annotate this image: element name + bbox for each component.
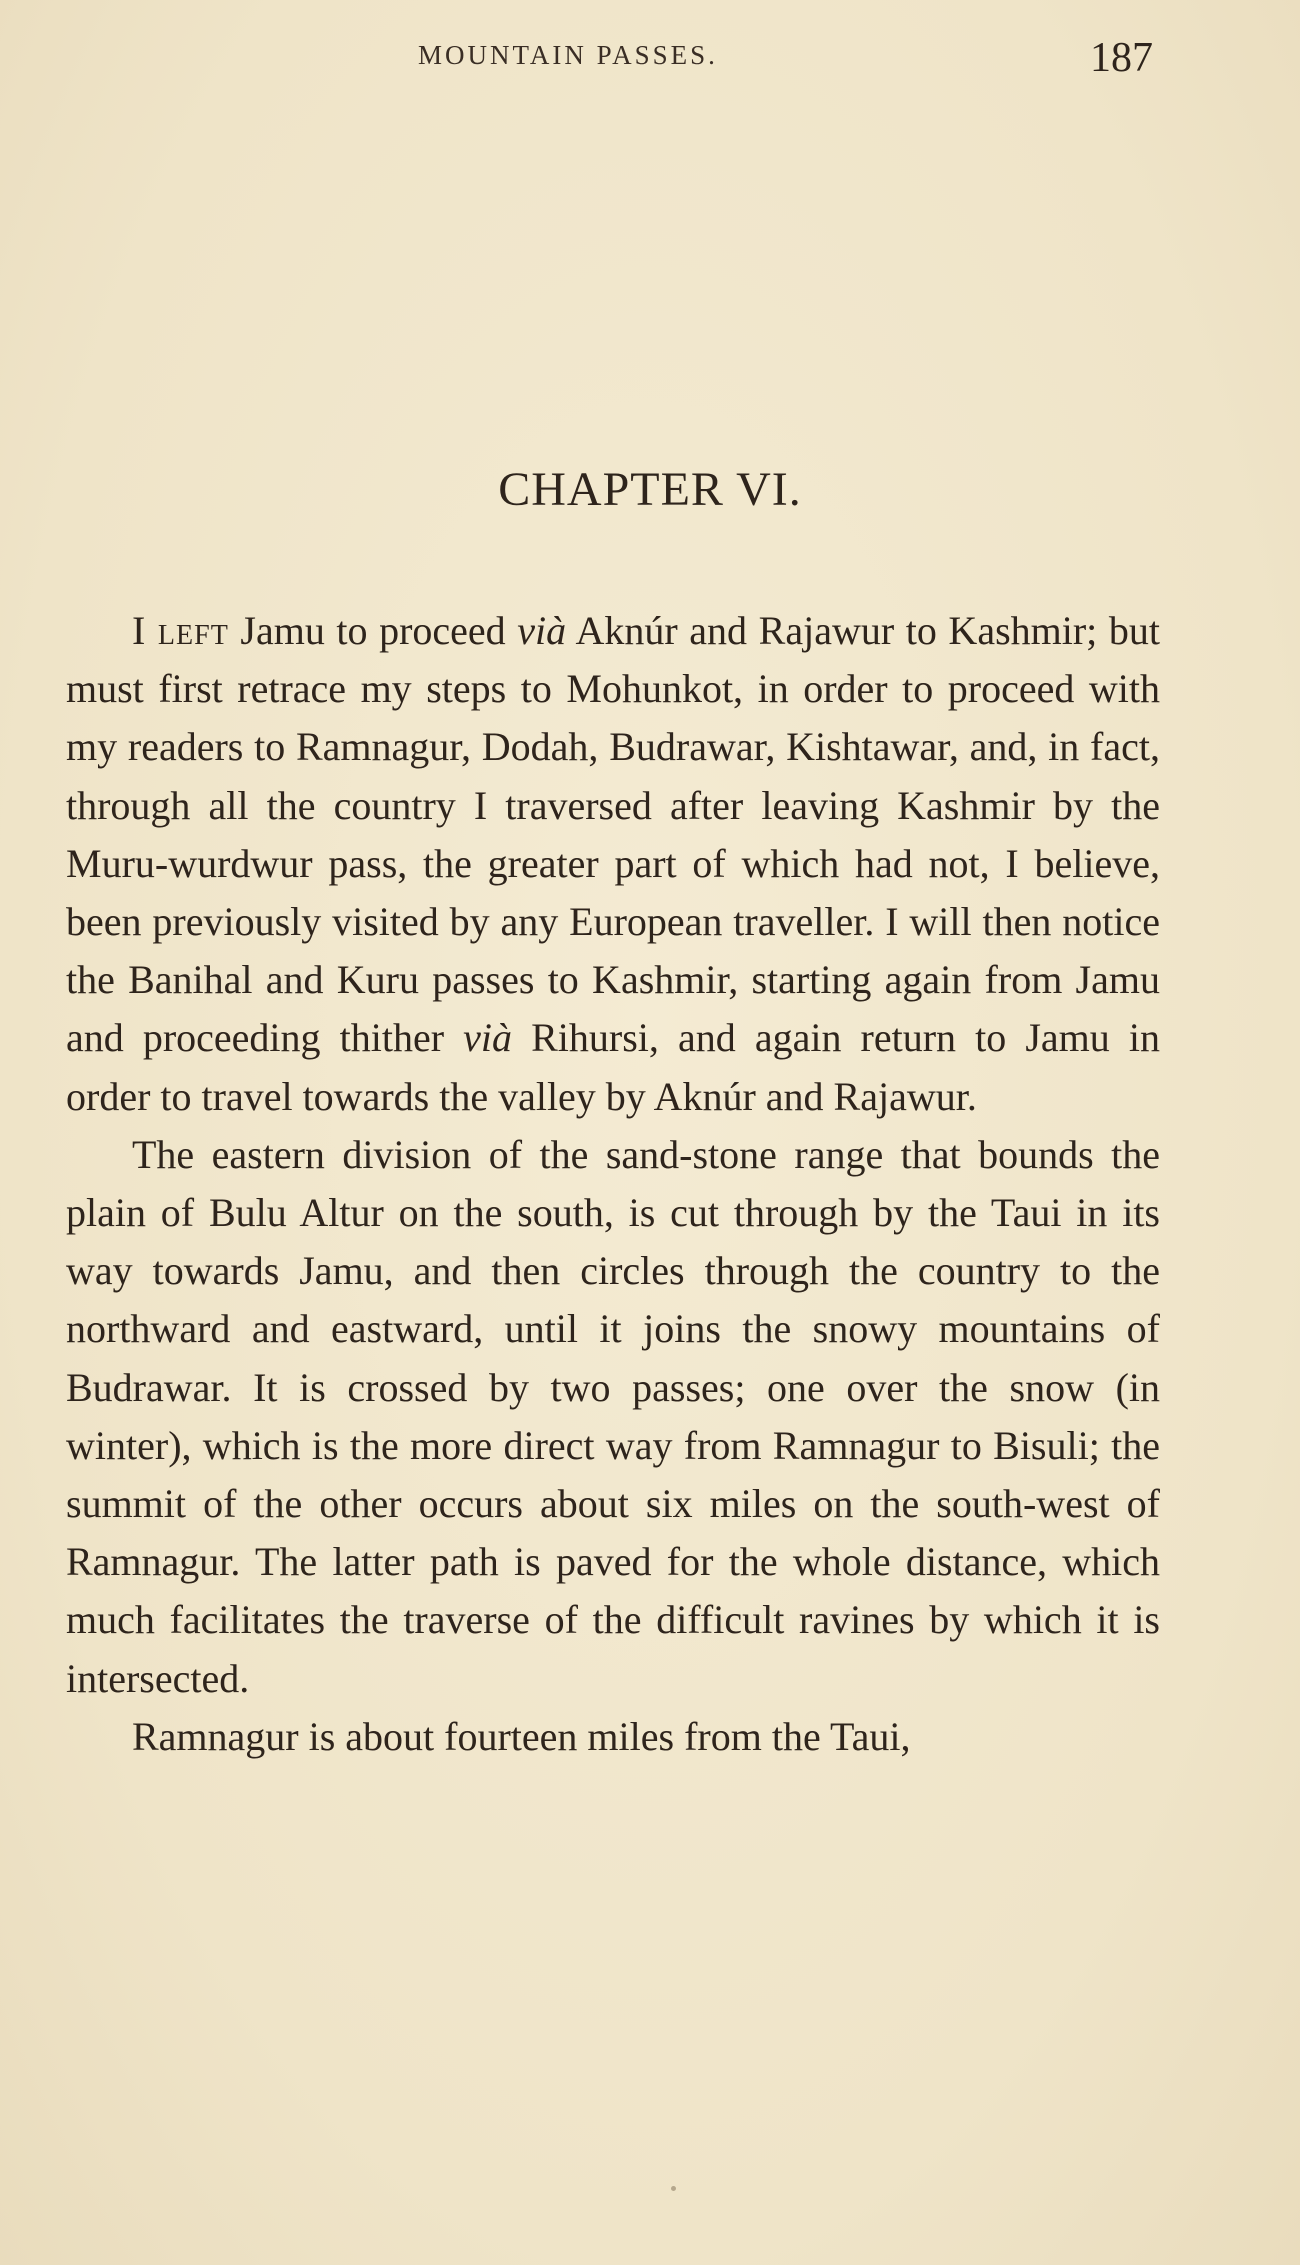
paragraph-1-initial: I (132, 608, 146, 653)
paragraph-1-smallcaps: left (145, 608, 229, 653)
paragraph-1 (66, 602, 1160, 1126)
paragraph-1-text: Jamu to proceed vià Aknúr and Rajawur to Kashmir; but must first retrace my steps to Mohunkot, in order to proceed with my readers to Ramnagur, Dodah, Budrawar, Kishtawar, and, in fact, through all the country I traversed after leaving Kashmir by the Muru-wurdwur pass, the greater part of which had not, I believe, been previously visited by any European traveller. I will then notice the Banihal and Kuru passes to Kashmir, starting again from Jamu and proceeding thither vià Rihursi, and again return to Jamu in order to travel towards the valley by Aknúr and Rajawur. (66, 608, 1160, 1119)
running-head: MOUNTAIN PASSES. (418, 40, 718, 70)
italic-via: vià (463, 1015, 513, 1061)
body-text (66, 602, 1160, 1766)
paragraph-3: Ramnagur is about fourteen miles from the Taui, (132, 1713, 911, 1759)
paragraph-2: The eastern division of the sand-stone range that bounds the plain of Bulu Altur on the south, is cut through by the Taui in its way towards Jamu, and then circles through the country to the northward and eastward, until it joins the snowy mountains of Budrawar. It is crossed by two passes; one over the snow (in winter), which is the more direct way from Ramnagur to Bisuli; the summit of the other occurs about six miles on the south-west of Ramnagur. The latter path is paved for the whole distance, which much facilitates the traverse of the difficult ravines by which it is intersected. (66, 1131, 1160, 1701)
paper-speck (671, 2186, 676, 2191)
page-number: 187 (1090, 35, 1153, 81)
show-through-text (60, 120, 1240, 178)
chapter-title: CHAPTER VI. (498, 463, 802, 516)
italic-via: vià (517, 608, 567, 653)
